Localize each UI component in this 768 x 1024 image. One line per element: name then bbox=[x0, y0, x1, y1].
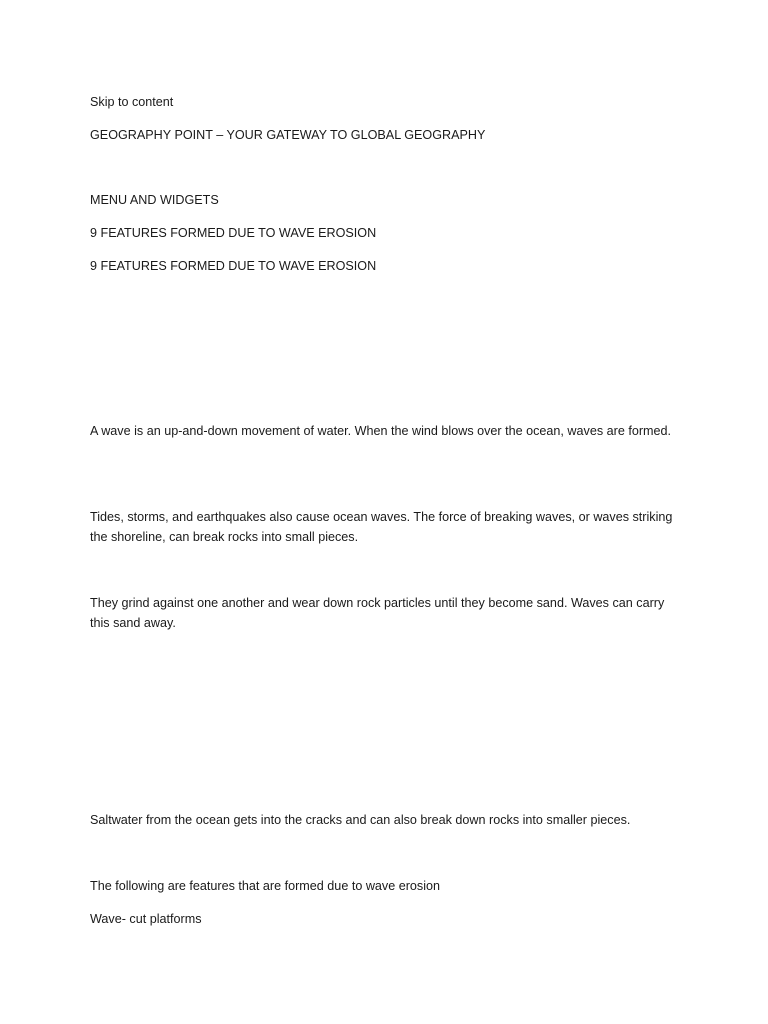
paragraph-saltwater: Saltwater from the ocean gets into the cracks and can also break down rocks into smaller pieces. bbox=[90, 813, 631, 827]
paragraph-features-intro: The following are features that are formed due to wave erosion bbox=[90, 879, 441, 893]
paragraph-tides-storms: Tides, storms, and earthquakes also cause ocean waves. The force of breaking waves, or waves striking the shoreline, can break rocks into small pieces. bbox=[90, 510, 673, 544]
section-heading-wave-cut-platforms: Wave- cut platforms bbox=[90, 912, 202, 926]
paragraph-grinding-sand: They grind against one another and wear down rock particles until they become sand. Waves can carry this sand away. bbox=[90, 596, 665, 630]
paragraph-wave-definition: A wave is an up-and-down movement of water. When the wind blows over the ocean, waves are formed. bbox=[90, 424, 672, 438]
skip-to-content-link[interactable]: Skip to content bbox=[90, 95, 174, 109]
article-title: 9 FEATURES FORMED DUE TO WAVE EROSION bbox=[90, 226, 377, 240]
article-heading: 9 FEATURES FORMED DUE TO WAVE EROSION bbox=[90, 259, 377, 273]
menu-and-widgets-toggle[interactable]: MENU AND WIDGETS bbox=[90, 193, 219, 207]
site-title[interactable]: GEOGRAPHY POINT – YOUR GATEWAY TO GLOBAL GEOGRAPHY bbox=[90, 128, 486, 142]
